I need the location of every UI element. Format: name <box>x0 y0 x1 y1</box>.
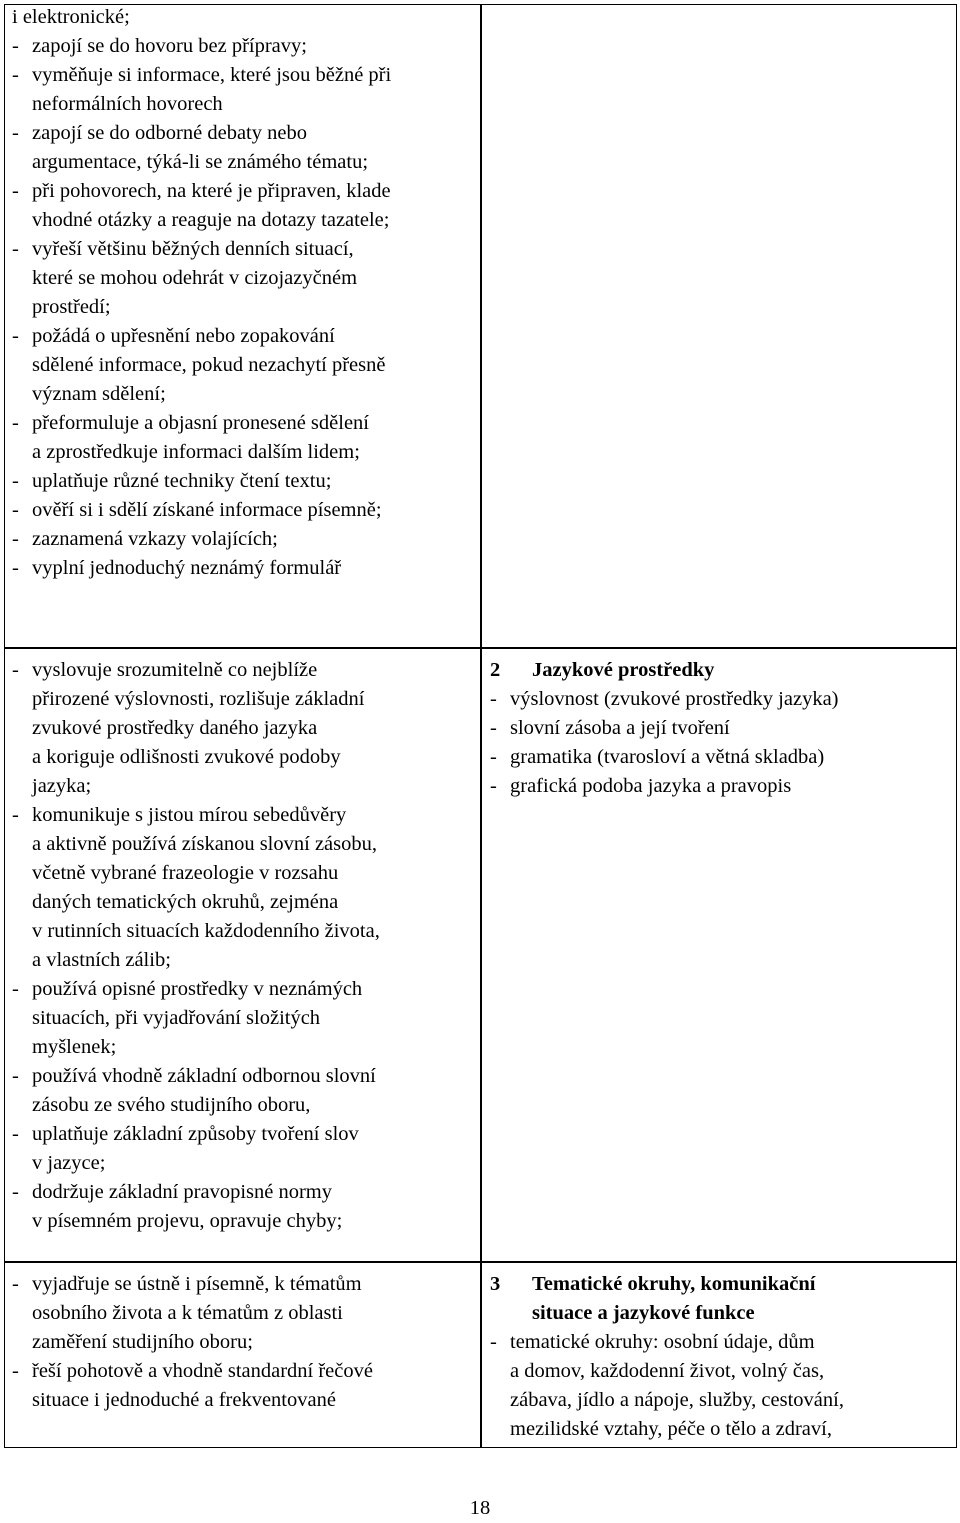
list-item-line: zapojí se do odborné debaty nebo <box>32 122 307 144</box>
bullet-dash: - <box>12 325 19 347</box>
bullet-dash: - <box>490 1331 497 1353</box>
list-item-line: situace i jednoduché a frekventované <box>32 1389 336 1411</box>
list-item-line: v písemném projevu, opravuje chyby; <box>32 1210 343 1232</box>
list-item-line: které se mohou odehrát v cizojazyčném <box>32 267 358 289</box>
list-item <box>12 1270 474 1357</box>
list-item-line: při pohovorech, na které je připraven, klade <box>32 180 391 202</box>
list-item-line: situacích, při vyjadřování složitých <box>32 1007 321 1029</box>
list-item-line: používá vhodně základní odbornou slovní <box>32 1065 376 1087</box>
bullet-dash: - <box>490 775 497 797</box>
list-item-line: vyslovuje srozumitelně co nejblíže <box>32 659 318 681</box>
list-item-line: zásobu ze svého studijního oboru, <box>32 1094 311 1116</box>
list-item-line: včetně vybrané frazeologie v rozsahu <box>32 862 339 884</box>
list-item-line: vyjadřuje se ústně i písemně, k tématům <box>32 1273 362 1295</box>
bullet-dash: - <box>12 804 19 826</box>
bullet-dash: - <box>12 1360 19 1382</box>
list-item <box>12 975 474 1062</box>
list-item <box>12 554 474 583</box>
section-heading <box>490 656 952 685</box>
list-item-line: v jazyce; <box>32 1152 106 1174</box>
bullet-dash: - <box>12 180 19 202</box>
list-item <box>490 743 952 772</box>
list-item <box>12 1062 474 1120</box>
list-item <box>12 119 474 177</box>
section-heading-line: situace a jazykové funkce <box>532 1302 755 1324</box>
bullet-dash: - <box>12 1181 19 1203</box>
bullet-dash: - <box>12 528 19 550</box>
bullet-dash: - <box>12 499 19 521</box>
list-item <box>12 177 474 235</box>
list-item <box>12 322 474 409</box>
row-1-left-cell <box>12 3 474 583</box>
row-divider <box>4 647 957 649</box>
list-item <box>12 1120 474 1178</box>
bullet-dash: - <box>12 412 19 434</box>
list-item-line: myšlenek; <box>32 1036 117 1058</box>
list-item <box>490 772 952 801</box>
list-item <box>12 525 474 554</box>
section-number: 3 <box>490 1273 501 1295</box>
list-item-line: uplatňuje základní způsoby tvoření slov <box>32 1123 359 1145</box>
list-item-line: komunikuje s jistou mírou sebedůvěry <box>32 804 347 826</box>
row-2-right-cell <box>490 656 952 801</box>
list-item <box>12 1357 474 1415</box>
list-item-line: význam sdělení; <box>32 383 166 405</box>
list-item <box>490 685 952 714</box>
list-item-line: přirozené výslovnosti, rozlišuje základní <box>32 688 365 710</box>
section-heading-line: Jazykové prostředky <box>532 659 715 681</box>
bullet-dash: - <box>12 557 19 579</box>
list-item-line: a vlastních zálib; <box>32 949 171 971</box>
list-item <box>490 714 952 743</box>
row-divider <box>4 1261 957 1263</box>
list-item-line: vyplní jednoduchý neznámý formulář <box>32 557 342 579</box>
bullet-dash: - <box>12 470 19 492</box>
list-item-line: daných tematických okruhů, zejména <box>32 891 339 913</box>
list-item-line: sdělené informace, pokud nezachytí přesně <box>32 354 386 376</box>
bullet-dash: - <box>12 35 19 57</box>
list-item-line: zaznamená vzkazy volajících; <box>32 528 278 550</box>
bullet-dash: - <box>12 122 19 144</box>
list-item <box>12 32 474 61</box>
list-item-line: řeší pohotově a vhodně standardní řečové <box>32 1360 373 1382</box>
list-item-line: používá opisné prostředky v neznámých <box>32 978 363 1000</box>
row-3-left-cell <box>12 1270 474 1415</box>
list-item-line: i elektronické; <box>12 6 130 28</box>
list-item <box>12 467 474 496</box>
bullet-dash: - <box>12 1065 19 1087</box>
list-item-line: gramatika (tvarosloví a větná skladba) <box>510 746 825 768</box>
bullet-dash: - <box>12 1123 19 1145</box>
bullet-dash: - <box>490 688 497 710</box>
list-item-line: požádá o upřesnění nebo zopakování <box>32 325 335 347</box>
list-item-line: osobního života a k tématům z oblasti <box>32 1302 343 1324</box>
list-item-line: uplatňuje různé techniky čtení textu; <box>32 470 332 492</box>
list-item <box>12 656 474 801</box>
list-item-line: ověří si i sdělí získané informace písemně; <box>32 499 382 521</box>
list-item-line: a koriguje odlišnosti zvukové podoby <box>32 746 341 768</box>
list-item-line: vhodné otázky a reaguje na dotazy tazatele; <box>32 209 390 231</box>
bullet-dash: - <box>490 746 497 768</box>
list-item-line: prostředí; <box>32 296 111 318</box>
list-item-line: zvukové prostředky daného jazyka <box>32 717 318 739</box>
section-number: 2 <box>490 659 501 681</box>
list-item <box>490 1328 952 1444</box>
list-item-line: a aktivně používá získanou slovní zásobu, <box>32 833 377 855</box>
list-item-line: přeformuluje a objasní pronesené sdělení <box>32 412 369 434</box>
list-item <box>12 235 474 322</box>
list-item-line: neformálních hovorech <box>32 93 223 115</box>
list-item-line: slovní zásoba a její tvoření <box>510 717 730 739</box>
page-number: 18 <box>469 1497 491 1519</box>
list-item-line: zaměření studijního oboru; <box>32 1331 253 1353</box>
bullet-dash: - <box>12 659 19 681</box>
list-item-line: tematické okruhy: osobní údaje, dům <box>510 1331 815 1353</box>
list-item-line: a zprostředkuje informaci dalším lidem; <box>32 441 360 463</box>
bullet-dash: - <box>12 64 19 86</box>
list-item-line: dodržuje základní pravopisné normy <box>32 1181 333 1203</box>
list-item-line: mezilidské vztahy, péče o tělo a zdraví, <box>510 1418 832 1440</box>
bullet-dash: - <box>490 717 497 739</box>
row-2-left-cell <box>12 656 474 1236</box>
list-item-line: vyměňuje si informace, které jsou běžné při <box>32 64 392 86</box>
list-item <box>12 61 474 119</box>
list-item <box>12 1178 474 1236</box>
list-item-line: argumentace, týká-li se známého tématu; <box>32 151 369 173</box>
list-item-line: zábava, jídlo a nápoje, služby, cestování, <box>510 1389 844 1411</box>
section-heading <box>490 1270 952 1328</box>
list-item <box>12 3 474 32</box>
column-divider <box>480 4 482 1448</box>
row-3-right-cell <box>490 1270 952 1444</box>
list-item-line: jazyka; <box>32 775 92 797</box>
list-item-line: a domov, každodenní život, volný čas, <box>510 1360 825 1382</box>
list-item-line: výslovnost (zvukové prostředky jazyka) <box>510 688 839 710</box>
section-heading-line: Tematické okruhy, komunikační <box>532 1273 816 1295</box>
list-item <box>12 801 474 975</box>
list-item-line: grafická podoba jazyka a pravopis <box>510 775 792 797</box>
bullet-dash: - <box>12 1273 19 1295</box>
list-item-line: v rutinních situacích každodenního života, <box>32 920 380 942</box>
list-item-line: vyřeší většinu běžných denních situací, <box>32 238 354 260</box>
bullet-dash: - <box>12 238 19 260</box>
list-item <box>12 409 474 467</box>
list-item <box>12 496 474 525</box>
list-item-line: zapojí se do hovoru bez přípravy; <box>32 35 307 57</box>
bullet-dash: - <box>12 978 19 1000</box>
